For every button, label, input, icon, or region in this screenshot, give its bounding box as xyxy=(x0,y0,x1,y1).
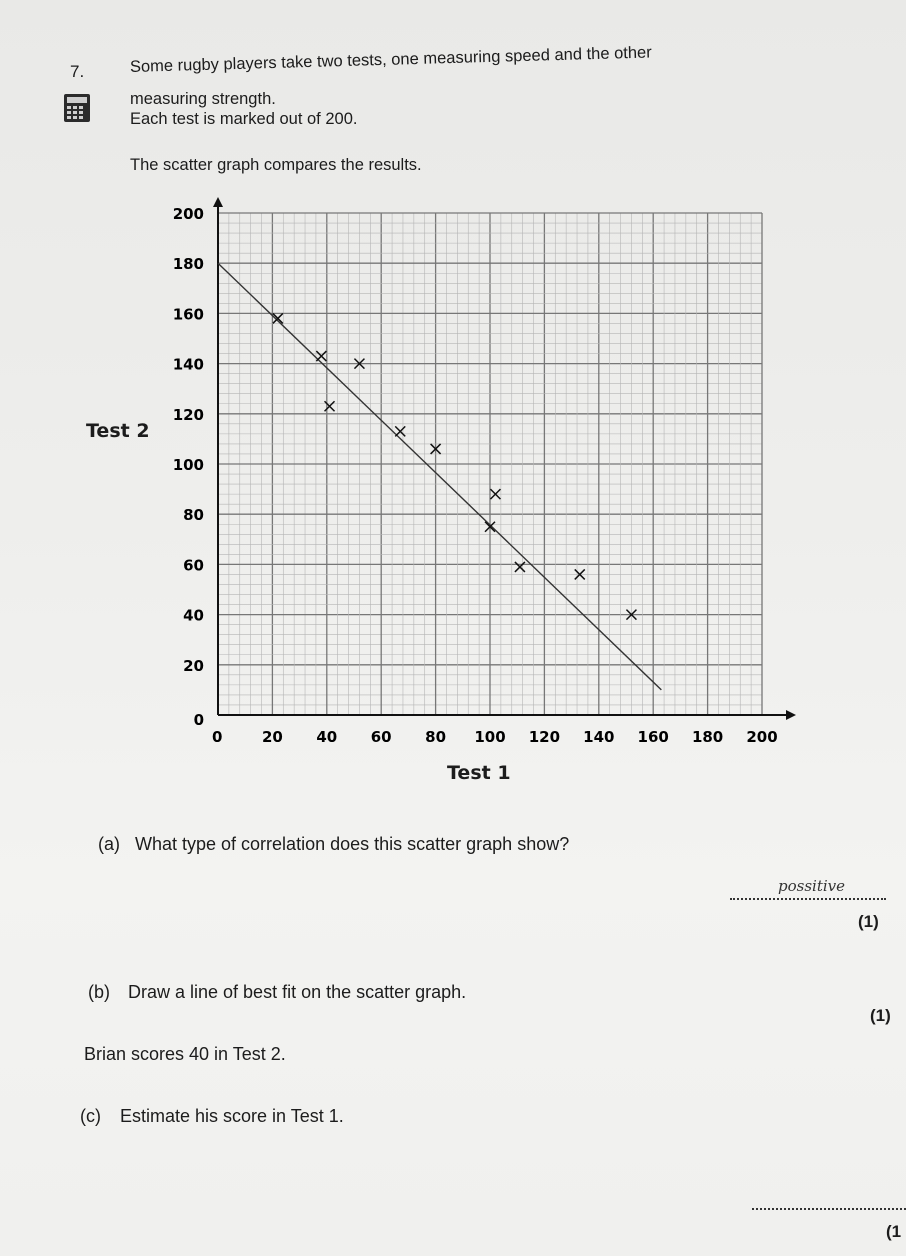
data-point-cross xyxy=(515,562,525,572)
y-tick-label: 80 xyxy=(183,506,204,525)
question-text-line4: The scatter graph compares the results. xyxy=(130,156,422,174)
data-point-cross xyxy=(395,426,405,436)
part-c-marks: (1 xyxy=(886,1222,902,1241)
y-tick-label: 40 xyxy=(183,606,204,625)
part-c-question: Estimate his score in Test 1. xyxy=(120,1106,344,1126)
x-tick-label: 160 xyxy=(637,728,669,746)
brian-statement: Brian scores 40 in Test 2. xyxy=(84,1044,286,1064)
x-tick-label: 200 xyxy=(746,728,778,746)
y-tick-label: 140 xyxy=(172,355,204,374)
y-tick-label: 180 xyxy=(172,255,204,274)
x-tick-label: 0 xyxy=(212,728,223,746)
data-point-cross xyxy=(273,313,283,323)
data-point-cross xyxy=(325,401,335,411)
question-text-line3: Each test is marked out of 200. xyxy=(130,110,358,128)
y-axis-label: Test 2 xyxy=(86,420,150,442)
part-a-handwritten-answer: possitive xyxy=(778,877,846,895)
y-tick-label: 100 xyxy=(172,456,204,474)
y-tick-label: 60 xyxy=(183,556,204,575)
x-tick-label: 120 xyxy=(528,728,561,746)
part-b-question: Draw a line of best fit on the scatter graph. xyxy=(128,982,467,1002)
x-tick-label: 60 xyxy=(370,728,392,746)
x-axis-arrow xyxy=(786,710,796,720)
y-tick-label: 20 xyxy=(183,656,204,675)
part-c-label: (c) xyxy=(80,1106,101,1126)
y-tick-label: 160 xyxy=(172,305,204,324)
x-tick-label: 140 xyxy=(583,728,615,746)
part-c-answer-line[interactable] xyxy=(752,1208,906,1210)
x-tick-label: 80 xyxy=(425,728,447,746)
line-of-best-fit xyxy=(218,263,661,690)
x-tick-label: 100 xyxy=(474,728,506,746)
question-text-line1: Some rugby players take two tests, one measuring speed and the other xyxy=(129,43,652,76)
part-a-question: What type of correlation does this scatter graph show? xyxy=(135,834,570,854)
y-tick-label: 0 xyxy=(193,711,204,729)
x-tick-label: 180 xyxy=(691,728,724,746)
part-a-answer-line[interactable] xyxy=(730,898,886,900)
x-tick-label: 20 xyxy=(261,728,283,746)
part-a-label: (a) xyxy=(98,834,120,854)
x-tick-label: 40 xyxy=(316,728,338,746)
part-b-label: (b) xyxy=(88,982,110,1002)
y-tick-label: 120 xyxy=(172,405,204,424)
part-a-marks: (1) xyxy=(858,912,879,931)
x-axis-label: Test 1 xyxy=(447,762,511,784)
question-number: 7. xyxy=(70,62,85,81)
part-b-marks: (1) xyxy=(870,1006,891,1025)
data-point-cross xyxy=(316,351,326,361)
question-text-line2: measuring strength. xyxy=(130,90,276,108)
y-tick-label: 200 xyxy=(172,205,204,223)
y-axis-arrow xyxy=(213,197,223,207)
